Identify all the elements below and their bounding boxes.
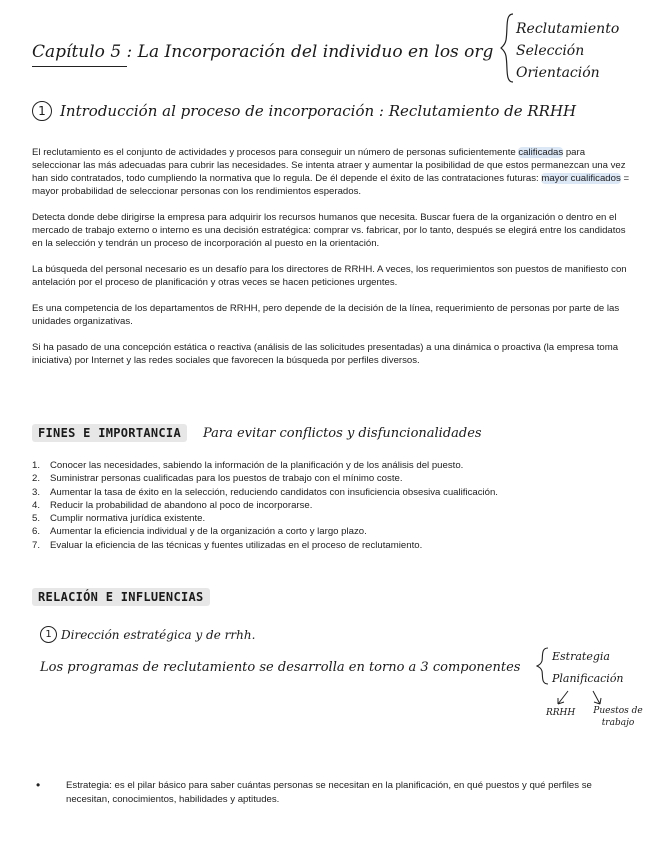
topic-seleccion: Selección <box>516 43 585 59</box>
subsection-heading <box>40 626 255 643</box>
list-item <box>32 512 498 525</box>
left-brace-icon <box>536 646 550 686</box>
highlight: mayor cualificados <box>541 173 621 184</box>
section-title: Introducción al proceso de incorporación : Reclutamiento de RRHH <box>60 102 577 120</box>
paragraph <box>32 146 632 198</box>
fines-tag: FINES E IMPORTANCIA <box>32 424 187 442</box>
paragraph: La búsqueda del personal necesario es un desafío para los directores de RRHH. A veces, los requerimientos son puestos de manifiesto con antelación por el proceso de planificación y otras veces se hacen peticiones urgentes. <box>32 264 627 288</box>
item-number: 6. <box>32 526 41 538</box>
chapter-underline <box>32 66 127 67</box>
item-text: Cumplir normativa jurídica existente. <box>50 513 206 525</box>
relacion-heading <box>32 588 210 606</box>
fines-heading <box>32 424 482 442</box>
item-number: 2. <box>32 473 41 485</box>
list-item <box>32 459 498 472</box>
item-number: 5. <box>32 513 41 525</box>
paragraph-text: para seleccionar las más adecuadas para cubrir las necesidades. Se intenta atraer y aumentar la posibilidad de que estos permanezcan una vez han sido contratados, todo cumpliendo la normativa que lo regula. De él depende el éxito de las contrataciones futuras: <box>32 147 626 184</box>
paragraph: Es una competencia de los departamentos de RRHH, pero depende de la decisión de la línea, requerimiento de personas por parte de las unidades organizativas. <box>32 303 620 327</box>
programs-text: Los programas de reclutamiento se desarrolla en torno a 3 componentes <box>40 660 521 675</box>
chapter-topics <box>516 18 619 84</box>
item-text: Aumentar la tasa de éxito en la selección, reduciendo candidatos con insuficiencia obsesiva cualificación. <box>50 486 498 498</box>
paragraph-text: El reclutamiento es el conjunto de actividades y procesos para conseguir un número de personas suficientemente <box>32 147 519 158</box>
item-number: 4. <box>32 499 41 511</box>
subsection-title: Dirección estratégica y de rrhh. <box>61 627 256 642</box>
paragraph: Si ha pasado de una concepción estática o reactiva (análisis de las solicitudes presentadas) a una dinámica o proactiva (la empresa toma iniciativa) por Internet y las redes sociales que favorecen la búsqueda por perfiles diversos. <box>32 342 619 366</box>
paragraph-text: = mayor probabilidad de seleccionar personas con los rendimientos esperados. <box>32 173 630 197</box>
subcomponent-puestos: Puestos de trabajo <box>593 706 643 728</box>
topic-reclutamiento: Reclutamiento <box>516 21 620 37</box>
highlight: calificadas <box>518 147 564 158</box>
subcomponent-rrhh: RRHH <box>546 708 576 718</box>
list-item <box>32 525 498 538</box>
list-item <box>32 472 498 485</box>
item-text: Reducir la probabilidad de abandono al poco de incorporarse. <box>50 499 313 511</box>
item-text: Suministrar personas cualificadas para los puestos de trabajo con el mínimo coste. <box>50 473 403 485</box>
left-brace-icon <box>500 12 516 84</box>
component-estrategia: Estrategia <box>552 650 610 663</box>
objectives-list <box>32 459 498 552</box>
bullet-item <box>36 779 626 807</box>
body-text <box>32 146 632 380</box>
section-heading <box>32 101 576 121</box>
component-planificacion: Planificación <box>552 672 624 685</box>
topic-orientacion: Orientación <box>516 65 600 81</box>
section-number-circle: 1 <box>32 101 52 121</box>
item-text: Evaluar la eficiencia de las técnicas y fuentes utilizadas en el proceso de reclutamiento. <box>50 539 423 551</box>
subsection-number-circle: 1 <box>40 626 57 643</box>
list-item <box>32 539 498 552</box>
item-number: 7. <box>32 539 41 551</box>
bullet-text: Estrategia: es el pilar básico para saber cuántas personas se necesitan en la planificación, en qué puestos y qué perfiles se necesitan, conocimientos, habilidades y aptitudes. <box>66 780 592 805</box>
item-number: 1. <box>32 460 41 471</box>
item-text: Conocer las necesidades, sabiendo la información de la planificación y de los análisis del puesto. <box>50 460 464 471</box>
paragraph: Detecta donde debe dirigirse la empresa para adquirir los recursos humanos que necesita. Buscar fuera de la organización o dentro en el mercado de trabajo externo o interno es una decisión estratégica: comprar vs. fabricar, por lo tanto, después se elegirá entre los candidatos en la selección y tendrán un proceso de incorporación al puesto en la orientación. <box>32 212 626 249</box>
bullet-symbol: • <box>36 778 41 792</box>
list-item <box>32 499 498 512</box>
fines-note: Para evitar conflictos y disfuncionalidades <box>202 425 482 441</box>
relacion-tag: RELACIÓN E INFLUENCIAS <box>32 588 210 606</box>
item-number: 3. <box>32 486 41 498</box>
chapter-title: Capítulo 5 : La Incorporación del individuo en los org <box>32 42 494 62</box>
item-text: Aumentar la eficiencia individual y de la organización a corto y largo plazo. <box>50 526 367 538</box>
list-item <box>32 486 498 499</box>
